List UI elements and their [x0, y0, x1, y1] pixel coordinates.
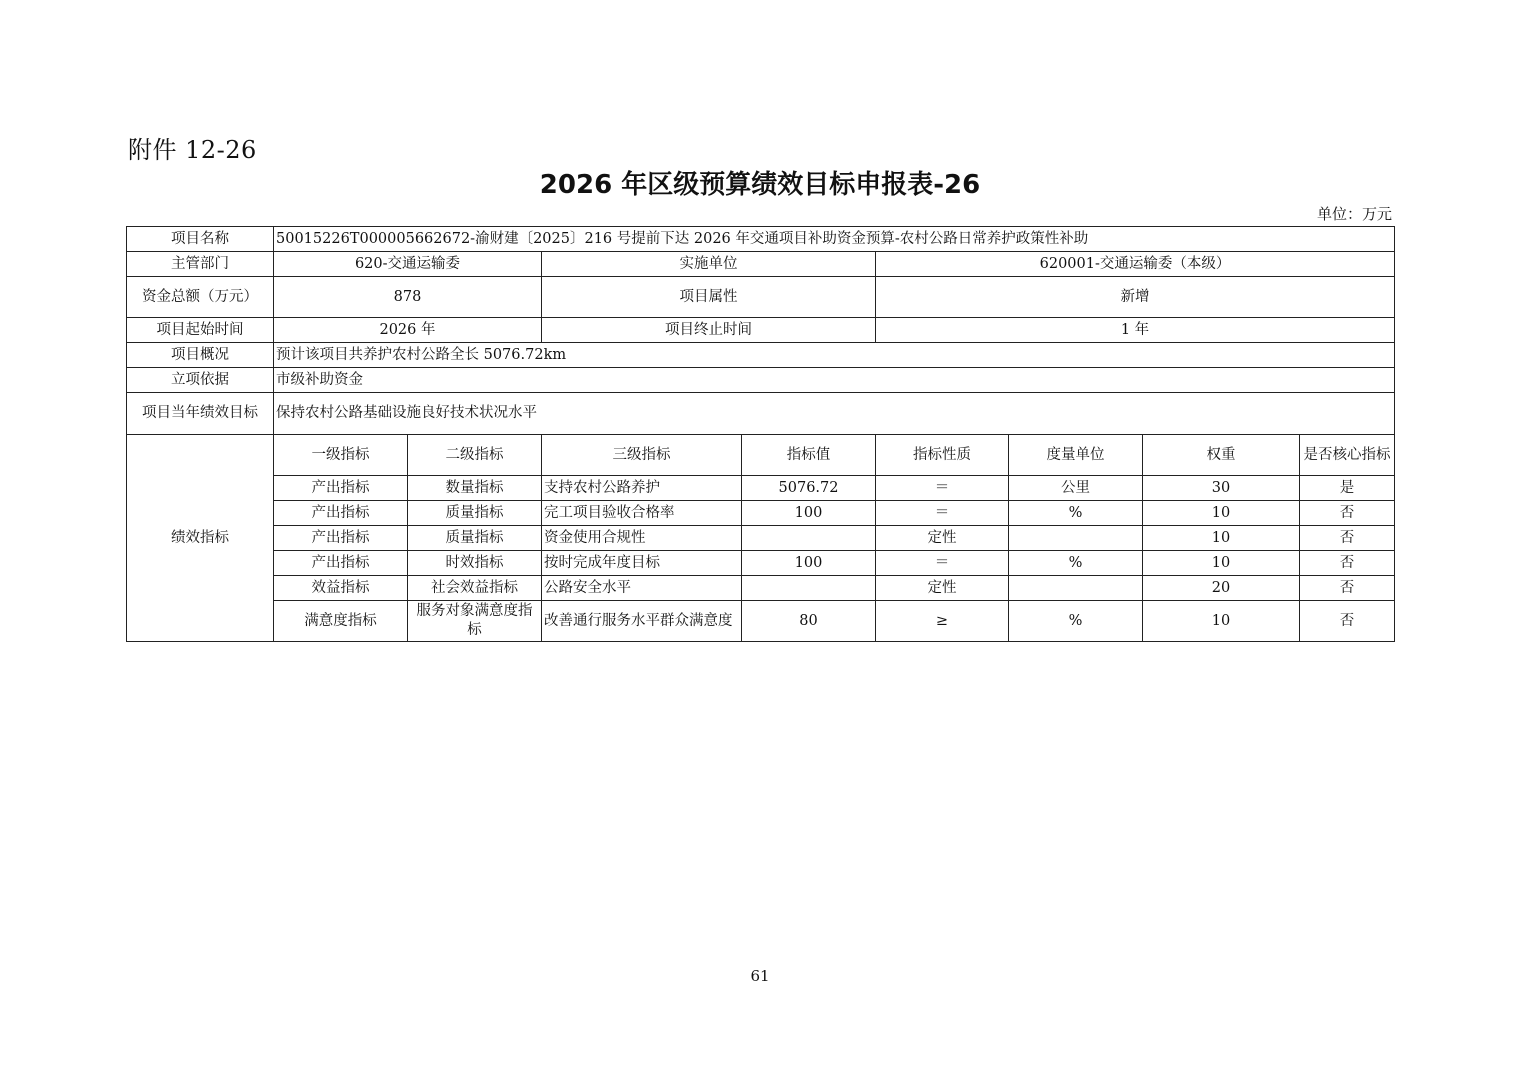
indicator-row: [127, 601, 1395, 642]
indicator-value: [742, 576, 876, 601]
indicator-level3: 支持农村公路养护: [542, 476, 742, 501]
indicator-level1: 产出指标: [274, 501, 408, 526]
amount-label: 资金总额（万元）: [127, 277, 274, 318]
indicator-unit: %: [1009, 601, 1143, 642]
attachment-label: 附件 12-26: [128, 136, 257, 164]
page-number: 61: [750, 967, 770, 985]
indicator-nature: ＝: [876, 551, 1009, 576]
amount-value: 878: [274, 277, 542, 318]
indicator-nature: ≥: [876, 601, 1009, 642]
indicator-unit: %: [1009, 551, 1143, 576]
indicator-level2: 社会效益指标: [408, 576, 542, 601]
indicator-core: 否: [1300, 501, 1395, 526]
header-weight: 权重: [1143, 435, 1300, 476]
indicator-level1: 产出指标: [274, 551, 408, 576]
indicator-core: 否: [1300, 601, 1395, 642]
indicator-nature: 定性: [876, 526, 1009, 551]
indicator-core: 是: [1300, 476, 1395, 501]
row-project-name: [127, 227, 1395, 252]
indicator-row: [127, 501, 1395, 526]
indicator-value: 100: [742, 551, 876, 576]
implementer-label: 实施单位: [542, 252, 876, 277]
overview-label: 项目概况: [127, 343, 274, 368]
indicator-value: 100: [742, 501, 876, 526]
end-time-label: 项目终止时间: [542, 318, 876, 343]
indicator-row: [127, 526, 1395, 551]
start-time-value: 2026 年: [274, 318, 542, 343]
indicator-core: 否: [1300, 576, 1395, 601]
header-core: 是否核心指标: [1300, 435, 1395, 476]
indicator-unit: [1009, 526, 1143, 551]
indicator-weight: 10: [1143, 526, 1300, 551]
indicator-nature: ＝: [876, 476, 1009, 501]
performance-target-table: [126, 226, 1395, 642]
indicator-weight: 10: [1143, 601, 1300, 642]
indicator-nature: 定性: [876, 576, 1009, 601]
indicator-nature: ＝: [876, 501, 1009, 526]
annual-goal-label: 项目当年绩效目标: [127, 393, 274, 435]
indicator-unit: 公里: [1009, 476, 1143, 501]
indicator-core: 否: [1300, 526, 1395, 551]
project-name-value: 50015226T000005662672-渝财建〔2025〕216 号提前下达 2026 年交通项目补助资金预算-农村公路日常养护政策性补助: [274, 227, 1395, 252]
attribute-label: 项目属性: [542, 277, 876, 318]
annual-goal-value: 保持农村公路基础设施良好技术状况水平: [274, 393, 1395, 435]
header-level2: 二级指标: [408, 435, 542, 476]
indicator-level3: 资金使用合规性: [542, 526, 742, 551]
header-unit: 度量单位: [1009, 435, 1143, 476]
header-value: 指标值: [742, 435, 876, 476]
indicator-value: 80: [742, 601, 876, 642]
indicator-row: [127, 551, 1395, 576]
department-value: 620-交通运输委: [274, 252, 542, 277]
indicator-row: [127, 576, 1395, 601]
start-time-label: 项目起始时间: [127, 318, 274, 343]
end-time-value: 1 年: [876, 318, 1395, 343]
indicator-level2: 数量指标: [408, 476, 542, 501]
indicator-level3: 完工项目验收合格率: [542, 501, 742, 526]
indicator-value: 5076.72: [742, 476, 876, 501]
department-label: 主管部门: [127, 252, 274, 277]
indicator-level1: 产出指标: [274, 526, 408, 551]
header-level1: 一级指标: [274, 435, 408, 476]
indicator-level2: 服务对象满意度指标: [408, 601, 542, 642]
header-level3: 三级指标: [542, 435, 742, 476]
indicator-weight: 30: [1143, 476, 1300, 501]
indicator-level3: 改善通行服务水平群众满意度: [542, 601, 742, 642]
project-name-label: 项目名称: [127, 227, 274, 252]
row-department: [127, 252, 1395, 277]
indicator-level3: 按时完成年度目标: [542, 551, 742, 576]
indicator-weight: 10: [1143, 501, 1300, 526]
basis-label: 立项依据: [127, 368, 274, 393]
row-basis: [127, 368, 1395, 393]
row-overview: [127, 343, 1395, 368]
indicator-value: [742, 526, 876, 551]
indicators-section-label: 绩效指标: [127, 435, 274, 642]
indicator-level1: 效益指标: [274, 576, 408, 601]
indicator-level2: 质量指标: [408, 526, 542, 551]
indicator-row: [127, 476, 1395, 501]
indicator-core: 否: [1300, 551, 1395, 576]
indicator-level2: 质量指标: [408, 501, 542, 526]
indicator-level1: 产出指标: [274, 476, 408, 501]
header-nature: 指标性质: [876, 435, 1009, 476]
indicator-unit: [1009, 576, 1143, 601]
attribute-value: 新增: [876, 277, 1395, 318]
row-annual-goal: [127, 393, 1395, 435]
indicator-weight: 20: [1143, 576, 1300, 601]
indicator-level3: 公路安全水平: [542, 576, 742, 601]
indicator-header-row: [127, 435, 1395, 476]
row-amount: [127, 277, 1395, 318]
implementer-value: 620001-交通运输委（本级）: [876, 252, 1395, 277]
indicator-unit: %: [1009, 501, 1143, 526]
unit-label: 单位：万元: [1316, 205, 1392, 223]
indicator-level2: 时效指标: [408, 551, 542, 576]
basis-value: 市级补助资金: [274, 368, 1395, 393]
overview-value: 预计该项目共养护农村公路全长 5076.72km: [274, 343, 1395, 368]
page-title: 2026 年区级预算绩效目标申报表-26: [539, 170, 981, 200]
row-period: [127, 318, 1395, 343]
indicator-weight: 10: [1143, 551, 1300, 576]
indicator-level1: 满意度指标: [274, 601, 408, 642]
